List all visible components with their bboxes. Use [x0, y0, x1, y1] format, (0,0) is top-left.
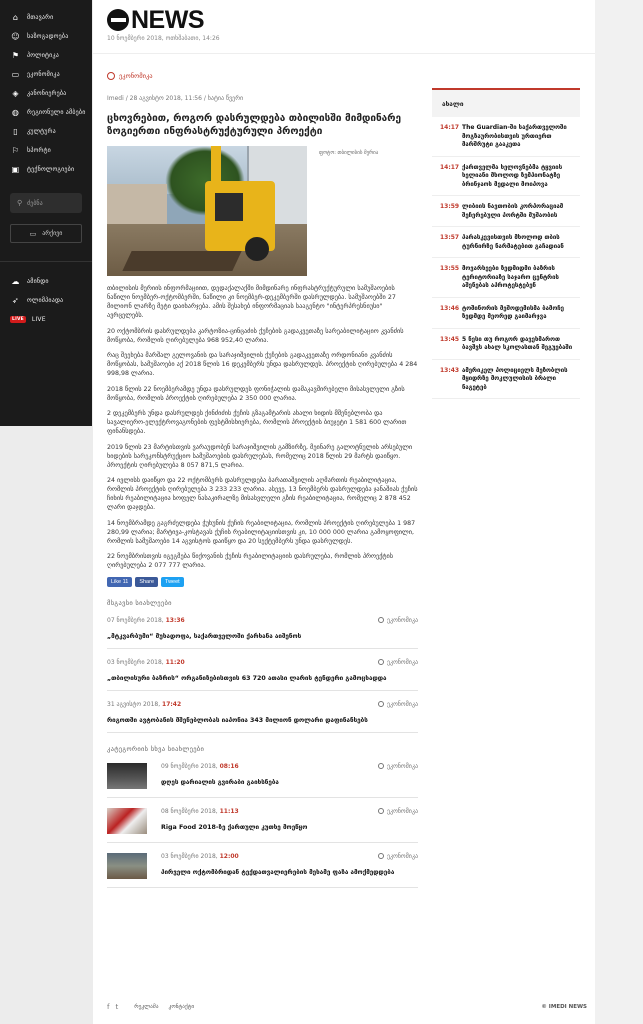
archive-button[interactable]	[10, 224, 82, 243]
photo-credit: ფოტო: თბილისის მერია	[319, 150, 379, 156]
news-thumbnail[interactable]	[107, 763, 147, 789]
sidebar-item-weather[interactable]	[0, 272, 92, 291]
page-margin	[595, 0, 643, 1024]
sidebar-item-sport[interactable]	[0, 141, 92, 160]
item-date: 09 ნოემბერი 2018,	[161, 762, 218, 770]
item-headline[interactable]: პირველი ოქტომბრიდან ტექდათვალიერების მეხამე ფაზა ამოქმედდება	[161, 868, 395, 876]
newsfeed-headline[interactable]: მოვარხეები ზედმიდმი ბაზრის ტერიტორიაზე საჯარო ცენტრის აშენებას აპროტესტებენ	[462, 265, 559, 289]
archive-label: არქივი	[42, 230, 63, 237]
sidebar	[0, 0, 92, 426]
article-body	[107, 284, 418, 570]
header	[93, 0, 595, 54]
search-input[interactable]	[10, 193, 82, 213]
related-item[interactable]	[107, 649, 418, 691]
related-list	[107, 607, 418, 733]
article-meta: Imedi / 28 აგვისტო 2018, 11:56 / ხატია წვერი	[107, 95, 244, 102]
article	[107, 72, 418, 888]
article-paragraph: 2018 წლის 22 ნოემბერამდე უნდა დასრულდეს ფონიჭალის დამაკავშირებელი მისასვლელი გზის მოწყობა, რომლის პროექტის ღირებულება 2 350 000 ლარია.	[107, 385, 405, 402]
article-author: ხატია წვერი	[207, 95, 244, 102]
runner-icon: ⚐	[11, 146, 20, 155]
newsfeed-item[interactable]	[432, 258, 580, 298]
newsfeed-time: 13:57	[440, 234, 460, 241]
newsfeed-item[interactable]	[432, 329, 580, 360]
sidebar-item-label: LIVE	[31, 316, 46, 323]
newsfeed-headline[interactable]: ლიბიის ნავთობის კორპორაციამ შეჩერებული პორტში მუშაობის	[462, 203, 564, 219]
facebook-icon[interactable]: f	[107, 1003, 110, 1011]
category-icon	[378, 808, 384, 814]
article-paragraph: 2 დეკემბერს უნდა დასრულდეს ქინძიძის ქუჩის გზაგამტარის ახალი ხიდის მშენებლობა და სავალიერო-ელექტროვაგონების ფესტმისხიერება, რომლის პროექტის ბიუჯეტი 1 581 600 ლარით ფინანსდება.	[107, 410, 407, 435]
footer	[107, 1003, 587, 1011]
item-category: ეკონომიკა	[386, 700, 418, 708]
facebook-share-button[interactable]: Share	[135, 577, 158, 587]
sidebar-item-label: სპორტი	[27, 147, 51, 154]
article-photo[interactable]	[107, 146, 307, 276]
item-category: ეკონომიკა	[386, 616, 418, 624]
item-date: 07 ნოემბერი 2018,	[107, 616, 164, 624]
newsfeed-time: 14:17	[440, 163, 460, 171]
footer-link-contact[interactable]: კონტაქტი	[168, 1004, 195, 1010]
sidebar-item-label: კულტურა	[27, 128, 56, 135]
article-source: Imedi	[107, 95, 124, 102]
newsfeed-item[interactable]	[432, 196, 580, 227]
sidebar-nav	[0, 0, 92, 179]
item-date: 03 ნოემბერი 2018,	[161, 852, 218, 860]
newsfeed-time: 13:55	[440, 265, 460, 272]
item-category: ეკონომიკა	[386, 852, 418, 860]
sidebar-item-label: ოლიმპიადა	[27, 297, 64, 304]
category-icon	[107, 72, 115, 80]
related-item[interactable]	[107, 607, 418, 649]
newsfeed-headline[interactable]: პარასკევისთვის მხოლოდ თბის ტურნირზე ნარმატებით გაჩადიან	[462, 234, 564, 250]
sidebar-item-label: საზოგადოება	[27, 33, 69, 40]
flag-icon: ⚑	[11, 51, 20, 60]
newsfeed-item[interactable]	[432, 157, 580, 197]
sidebar-item-politics[interactable]	[0, 46, 92, 65]
imedi-logo-icon	[107, 9, 129, 31]
folder-icon: ▭	[29, 229, 37, 238]
sidebar-item-society[interactable]	[0, 27, 92, 46]
twitter-icon[interactable]: t	[115, 1003, 119, 1011]
category-label: ეკონომიკა	[119, 72, 153, 80]
sidebar-item-economy[interactable]	[0, 65, 92, 84]
category-news-title: კატეგორიის სხვა სიახლეები	[107, 744, 205, 753]
category-icon	[378, 659, 384, 665]
category-news-item[interactable]	[107, 763, 418, 798]
category-icon	[378, 617, 384, 623]
sidebar-item-label: ეკონომიკა	[27, 71, 60, 78]
search-placeholder: ძებნა	[27, 199, 43, 207]
newsfeed-item[interactable]	[432, 117, 580, 157]
footer-copyright: © IMEDI NEWS	[541, 1004, 587, 1010]
news-thumbnail[interactable]	[107, 808, 147, 834]
newsfeed-item[interactable]	[432, 227, 580, 258]
globe-icon: ◍	[11, 108, 20, 117]
newsfeed-item[interactable]	[432, 360, 580, 400]
item-time: 08:16	[219, 762, 239, 770]
sidebar-item-home[interactable]	[0, 8, 92, 27]
item-headline[interactable]: „თბილისური ბაზრის“ ორგანიზებისთვის 63 720 ათასი ლარის ტენდერი გამოცხადდა	[107, 674, 387, 682]
money-icon: ▭	[11, 70, 20, 79]
category-icon	[378, 763, 384, 769]
article-figure	[107, 146, 418, 276]
item-time: 17:42	[162, 700, 182, 708]
item-date: 08 ნოემბერი 2018,	[161, 807, 218, 815]
item-time: 13:36	[165, 616, 185, 624]
share-buttons	[107, 577, 418, 587]
item-category: ეკონომიკა	[386, 658, 418, 666]
page	[93, 0, 595, 1024]
item-time: 12:00	[219, 852, 239, 860]
article-paragraph: რაც შეეხება მარშალ გელოვანის და სარაჯიშვილის ქუჩების გადაკვეთაზე ორდონიანი კვანძის მოწყობას, სამუშაოები აქ 2018 წლის 16 დეკემბერს უნდა დასრულდეს. პროექტის ღირებულება 4 284 998,98 ლარია.	[107, 352, 418, 377]
article-datetime: 28 აგვისტო 2018, 11:56	[129, 95, 202, 102]
newsfeed-time: 13:43	[440, 366, 460, 374]
rocket-icon: ➶	[12, 296, 19, 305]
sidebar-item-label: კანონიერება	[27, 90, 67, 97]
shield-icon: ◈	[12, 89, 19, 98]
newsfeed-time: 13:45	[440, 335, 460, 343]
sidebar-item-live[interactable]	[0, 310, 92, 329]
newsfeed-time: 14:17	[440, 124, 460, 131]
tweet-button[interactable]: Tweet	[161, 577, 184, 587]
newsfeed-headline[interactable]: ამერიკელ პოლიციელს მეზობლის მყიდრზე მოკლულისის ბრალი ნაგეტებ	[462, 366, 568, 391]
sidebar-item-regions[interactable]	[0, 103, 92, 122]
header-date: 10 ნოემბერი 2018, ოთხშაბათი, 14:26	[107, 35, 220, 42]
sidebar-item-label: ამინდი	[27, 278, 49, 285]
newsfeed	[432, 88, 580, 399]
item-category: ეკონომიკა	[386, 807, 418, 815]
sidebar-item-label: მთავარი	[27, 14, 54, 21]
sidebar-item-label: პოლიტიკა	[27, 52, 59, 59]
item-headline[interactable]: Riga Food 2018-ზე ქართული კუთხე მოეწყო	[161, 823, 308, 831]
item-headline[interactable]: „მტკვარბუმი“ მუხადოფა, საქართველოში ქარხანა აიშენოს	[107, 632, 302, 640]
newsfeed-time: 13:46	[440, 304, 460, 312]
item-date: 03 ნოემბერი 2018,	[107, 658, 164, 666]
category-news-list	[107, 763, 418, 888]
logo-text: NEWS	[131, 6, 204, 34]
sidebar-item-label: ტექნოლოგიები	[27, 166, 75, 173]
category-icon	[378, 701, 384, 707]
sidebar-item-law[interactable]	[0, 84, 92, 103]
newsfeed-item[interactable]	[432, 298, 580, 329]
sidebar-item-culture[interactable]	[0, 122, 92, 141]
cloud-icon: ☁	[11, 277, 20, 286]
logo[interactable]	[107, 6, 595, 34]
article-category[interactable]	[107, 72, 418, 80]
newsfeed-time: 13:59	[440, 203, 460, 210]
newsfeed-headline[interactable]: 5 ნესი თუ როგორ დავეხმაროთ ბავშვს ახალ სკოლასთან შეგუებაში	[462, 335, 573, 351]
category-icon	[378, 853, 384, 859]
category-news-item[interactable]	[107, 808, 418, 843]
item-headline[interactable]: რიგოთში ავტობანის მშენებლობას იაპონია 343 მილიონ დოლარი დაფინანსებს	[107, 716, 368, 724]
search-icon: ⚲	[17, 199, 23, 207]
article-paragraph: 24 ივლისს დაიწყო და 22 ოქტომბერს დასრულდება ბარათაშვილის აღმართის რეაბილიტაცია, რომლის პროექტის ღირებულება 3 233 233 ლარია. ასევე, 13 ნოემბერს დასრულდება ჯანაშიას ქუჩის ჩიხის რეაბილიტაცია სოფელ ნასაკირალზე მისასვლელი გზის რეაბილიტაცია, რომელიც 2 878 452 ლარი დაჯდება.	[107, 477, 418, 511]
sidebar-item-olympiad[interactable]	[0, 291, 92, 310]
news-thumbnail[interactable]	[107, 853, 147, 879]
related-item[interactable]	[107, 691, 418, 733]
chip-icon: ▣	[11, 165, 20, 174]
category-news-item[interactable]	[107, 853, 418, 888]
sidebar-item-tech[interactable]	[0, 160, 92, 179]
live-badge: LIVE	[12, 317, 24, 322]
sidebar-divider	[0, 261, 92, 262]
newsfeed-headline[interactable]: ტოშინორის მეშოდემისმა ბამოჩე ზედმდე მეორედ გაიმარჯვა	[462, 304, 564, 320]
item-category: ეკონომიკა	[386, 762, 418, 770]
article-title: ცხოვრებით, როგორ დასრულდება თბილისში მიმდინარე ზოგიერთი ინფრასტრუქტურული პროექტი	[107, 113, 401, 137]
item-date: 31 აგვისტო 2018,	[107, 700, 161, 708]
article-paragraph: თბილისის მერიის ინფორმაციით, დედაქალაქში მიმდინარე ინფრასტრუქტურული სამუშაოების ნაწილი ნოემბერ-ოქტომბერში, ნაწილი კი ნოემბერ-დეკემბერში დასრულდება. სამუშაოებში 27 მილიონ ლარზე მეტი დაიხარჯება. ამის შესახებ ინფორმაციას სააგენტო "ინტერპრესნიუსი" ავრცელებს.	[107, 285, 396, 319]
article-paragraph: 20 ოქტომბრის დასრულდება კარტოზია-ცინცაძის ქუჩების გადაკვეთაზე სარეაბილიტაციო კვანძის მოწყობა, რომლის ღირებულება 968 952,40 ლარია.	[107, 327, 404, 344]
related-section-title: მსგავსი სიახლეები	[107, 598, 172, 607]
book-icon: ▯	[13, 127, 18, 136]
sidebar-item-label: რეგიონული ამბები	[27, 109, 86, 116]
people-icon: ☺	[11, 32, 20, 41]
home-icon: ⌂	[12, 13, 19, 22]
footer-link-ads[interactable]: რეკლამა	[134, 1004, 159, 1010]
facebook-like-button[interactable]: Like 11	[107, 577, 132, 587]
newsfeed-title: ახალი	[432, 90, 580, 117]
newsfeed-headline[interactable]: The Guardian-ში საქართველოში მოგზაურობისთვის ურთიერთ მარშრუტი გააკეთა	[462, 124, 567, 148]
item-time: 11:20	[165, 658, 185, 666]
item-time: 11:13	[219, 807, 239, 815]
item-headline[interactable]: დღეს დარიალის გვირაბი გაიხსნება	[161, 778, 279, 786]
article-paragraph: 14 ნოემბრამდე გაგრძელდება ჭუხუნის ქუჩის რეაბილიტაცია, რომლის პროექტის ღირებულება 1 987 280,99 ლარია; მარტივა-კოსტავას ქუჩის რეაბილიტაციისთვის კი, 10 000 000 ლარია გამოყოფილი, რომლის სამუშაოები 14 აგვისტოს დაიწყო და 20 სექტემბერს უნდა დასრულდეს.	[107, 519, 416, 545]
newsfeed-headline[interactable]: ქართველმა ხელოვნებმა ტყვიის ხელიანი მხოლოდ ზემპიონატზე ბრინჯაოს მედალი მოიპოვა	[462, 163, 563, 188]
article-paragraph: 2019 წლის 23 მარტისთვის ვარაუდობენ სარაჯიშვილის გამზირზე, მეინარე გალოტნულის არსებული ხიდების სარეკონსტრუქციო სამუშაოების დასრულებას, რომელიც 2018 წლის 29 მარტს დაიწყო. პროექტის ღირებულება 8 057 871,5 ლარია.	[107, 443, 413, 469]
article-paragraph: 22 ნოემბრისთვის იგეგმება წიქოვანის ქუჩის რეაბილიტაციის დასრულება, რომლის პროექტის ღირებულება 2 077 777 ლარია.	[107, 553, 394, 569]
